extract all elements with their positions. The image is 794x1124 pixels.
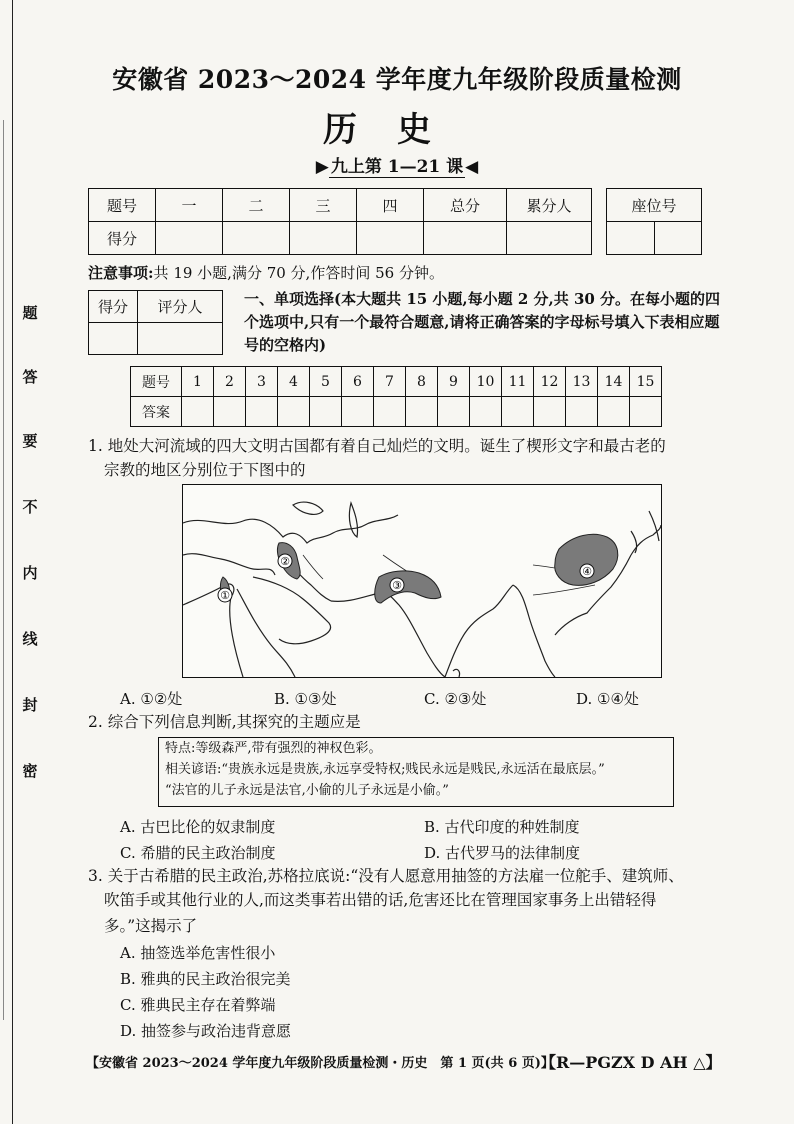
- side-char: 封: [22, 696, 38, 714]
- footer-code: 【R—PGZX D AH △】: [540, 1053, 722, 1072]
- score-cell[interactable]: [223, 222, 290, 255]
- side-char: 密: [22, 762, 38, 780]
- answer-number: 4: [278, 367, 310, 397]
- answer-number: 1: [182, 367, 214, 397]
- answer-cell[interactable]: [214, 397, 246, 427]
- side-char: 题: [22, 304, 38, 322]
- q2-option-a[interactable]: A. 古巴比伦的奴隶制度: [120, 818, 276, 836]
- map-label-1: ①: [220, 589, 230, 602]
- ancient-civilizations-map: [182, 484, 662, 678]
- answer-number: 14: [598, 367, 630, 397]
- answer-number: 3: [246, 367, 278, 397]
- q3-option-a[interactable]: A. 抽签选举危害性很小: [120, 944, 276, 962]
- side-char: 内: [22, 564, 38, 582]
- score-col: 四: [357, 189, 424, 222]
- region-3-india: [375, 571, 441, 603]
- answer-table: [130, 366, 662, 427]
- answer-cell[interactable]: [566, 397, 598, 427]
- answer-number: 7: [374, 367, 406, 397]
- q1-option-d[interactable]: D. ①④处: [576, 690, 639, 708]
- q3-stem-line2: 吹笛手或其他行业的人,而这类事若出错的话,危害还比在管理国家事务上出错轻得: [104, 891, 657, 909]
- score-row-label: 得分: [89, 222, 156, 255]
- exam-scope: ▶ 九上第 1—21 课 ◀: [315, 157, 479, 177]
- map-svg: [183, 485, 661, 677]
- answer-cell[interactable]: [534, 397, 566, 427]
- answer-number: 5: [310, 367, 342, 397]
- score-col: 总分: [424, 189, 507, 222]
- seat-table: [606, 188, 702, 255]
- footer-text: 【安徽省 2023～2024 学年度九年级阶段质量检测・历史 第 1 页(共 6 页)】: [86, 1056, 554, 1071]
- map-label-3: ③: [392, 579, 402, 592]
- scope-text: 九上第 1—21 课: [330, 157, 464, 177]
- q2-option-b[interactable]: B. 古代印度的种姓制度: [424, 818, 580, 836]
- score-cell[interactable]: [507, 222, 592, 255]
- side-char: 不: [22, 498, 38, 516]
- score-cell[interactable]: [357, 222, 424, 255]
- grader-score-label: 得分: [89, 291, 138, 323]
- answer-cell[interactable]: [406, 397, 438, 427]
- q3-option-d[interactable]: D. 抽签参与政治违背意愿: [120, 1022, 292, 1040]
- q2-option-c[interactable]: C. 希腊的民主政治制度: [120, 844, 276, 862]
- section1-instructions: 一、单项选择(本大题共 15 小题,每小题 2 分,共 30 分。在每小题的四个选项中,只有一个最符合题意,请将正确答案的字母标号填入下表相应题号的空格内): [244, 290, 721, 354]
- grader-cell[interactable]: [138, 323, 223, 355]
- q2-info-line: 相关谚语:“贵族永远是贵族,永远享受特权;贱民永远是贱民,永远活在最底层。”: [165, 762, 605, 777]
- subject-title: 历史: [323, 110, 471, 150]
- notice: [88, 262, 444, 283]
- q3-stem-line1: 3. 关于古希腊的民主政治,苏格拉底说:“没有人愿意用抽签的方法雇一位舵手、建筑师、: [88, 867, 684, 885]
- answer-number: 12: [534, 367, 566, 397]
- score-cell[interactable]: [424, 222, 507, 255]
- q1-option-b[interactable]: B. ①③处: [274, 690, 337, 708]
- answer-number: 10: [470, 367, 502, 397]
- q2-option-d[interactable]: D. 古代罗马的法律制度: [424, 844, 581, 862]
- answer-number: 6: [342, 367, 374, 397]
- notice-text: 共 19 小题,满分 70 分,作答时间 56 分钟。: [153, 264, 444, 282]
- q1-stem-line2: 宗教的地区分别位于下图中的: [104, 461, 306, 479]
- answer-number: 9: [438, 367, 470, 397]
- score-cell[interactable]: [156, 222, 223, 255]
- answer-cell[interactable]: [502, 397, 534, 427]
- answer-row-label: 答案: [131, 397, 182, 427]
- score-cell[interactable]: [290, 222, 357, 255]
- q1-option-c[interactable]: C. ②③处: [424, 690, 487, 708]
- map-label-4: ④: [582, 565, 592, 578]
- answer-row-label: 题号: [131, 367, 182, 397]
- answer-cell[interactable]: [246, 397, 278, 427]
- answer-cell[interactable]: [438, 397, 470, 427]
- answer-cell[interactable]: [630, 397, 662, 427]
- exam-title: 安徽省 2023～2024 学年度九年级阶段质量检测: [112, 65, 682, 94]
- answer-cell[interactable]: [278, 397, 310, 427]
- answer-number: 11: [502, 367, 534, 397]
- answer-cell[interactable]: [182, 397, 214, 427]
- score-col: 一: [156, 189, 223, 222]
- score-col: 三: [290, 189, 357, 222]
- answer-cell[interactable]: [342, 397, 374, 427]
- side-char: 答: [22, 368, 38, 386]
- q1-option-a[interactable]: A. ①②处: [120, 690, 183, 708]
- answer-number: 15: [630, 367, 662, 397]
- q1-stem-line1: 1. 地处大河流域的四大文明古国都有着自己灿烂的文明。诞生了楔形文字和最古老的: [88, 437, 666, 455]
- answer-cell[interactable]: [470, 397, 502, 427]
- seat-cell[interactable]: [654, 222, 702, 255]
- grader-score-cell[interactable]: [89, 323, 138, 355]
- q2-info-line: 特点:等级森严,带有强烈的神权色彩。: [165, 741, 382, 756]
- side-char: 线: [22, 630, 38, 648]
- q2-stem: 2. 综合下列信息判断,其探究的主题应是: [88, 713, 361, 731]
- side-char: 要: [22, 432, 38, 450]
- score-row-label: 题号: [89, 189, 156, 222]
- answer-number: 2: [214, 367, 246, 397]
- answer-cell[interactable]: [374, 397, 406, 427]
- score-col: 累分人: [507, 189, 592, 222]
- q3-stem-line3: 多。”这揭示了: [104, 917, 198, 935]
- q3-option-c[interactable]: C. 雅典民主存在着弊端: [120, 996, 276, 1014]
- score-col: 二: [223, 189, 290, 222]
- q2-info-line: “法官的儿子永远是法官,小偷的儿子永远是小偷。”: [165, 783, 449, 798]
- answer-number: 13: [566, 367, 598, 397]
- q2-info-box: [158, 737, 674, 807]
- answer-cell[interactable]: [598, 397, 630, 427]
- seat-cell[interactable]: [607, 222, 655, 255]
- q3-option-b[interactable]: B. 雅典的民主政治很完美: [120, 970, 291, 988]
- grader-table: [88, 290, 223, 355]
- score-table: [88, 188, 592, 255]
- map-label-2: ②: [280, 555, 290, 568]
- notice-label: 注意事项:: [88, 264, 154, 282]
- answer-number: 8: [406, 367, 438, 397]
- answer-cell[interactable]: [310, 397, 342, 427]
- seat-label: 座位号: [607, 189, 702, 222]
- grader-label: 评分人: [138, 291, 223, 323]
- binding-line-inner: [3, 120, 4, 1020]
